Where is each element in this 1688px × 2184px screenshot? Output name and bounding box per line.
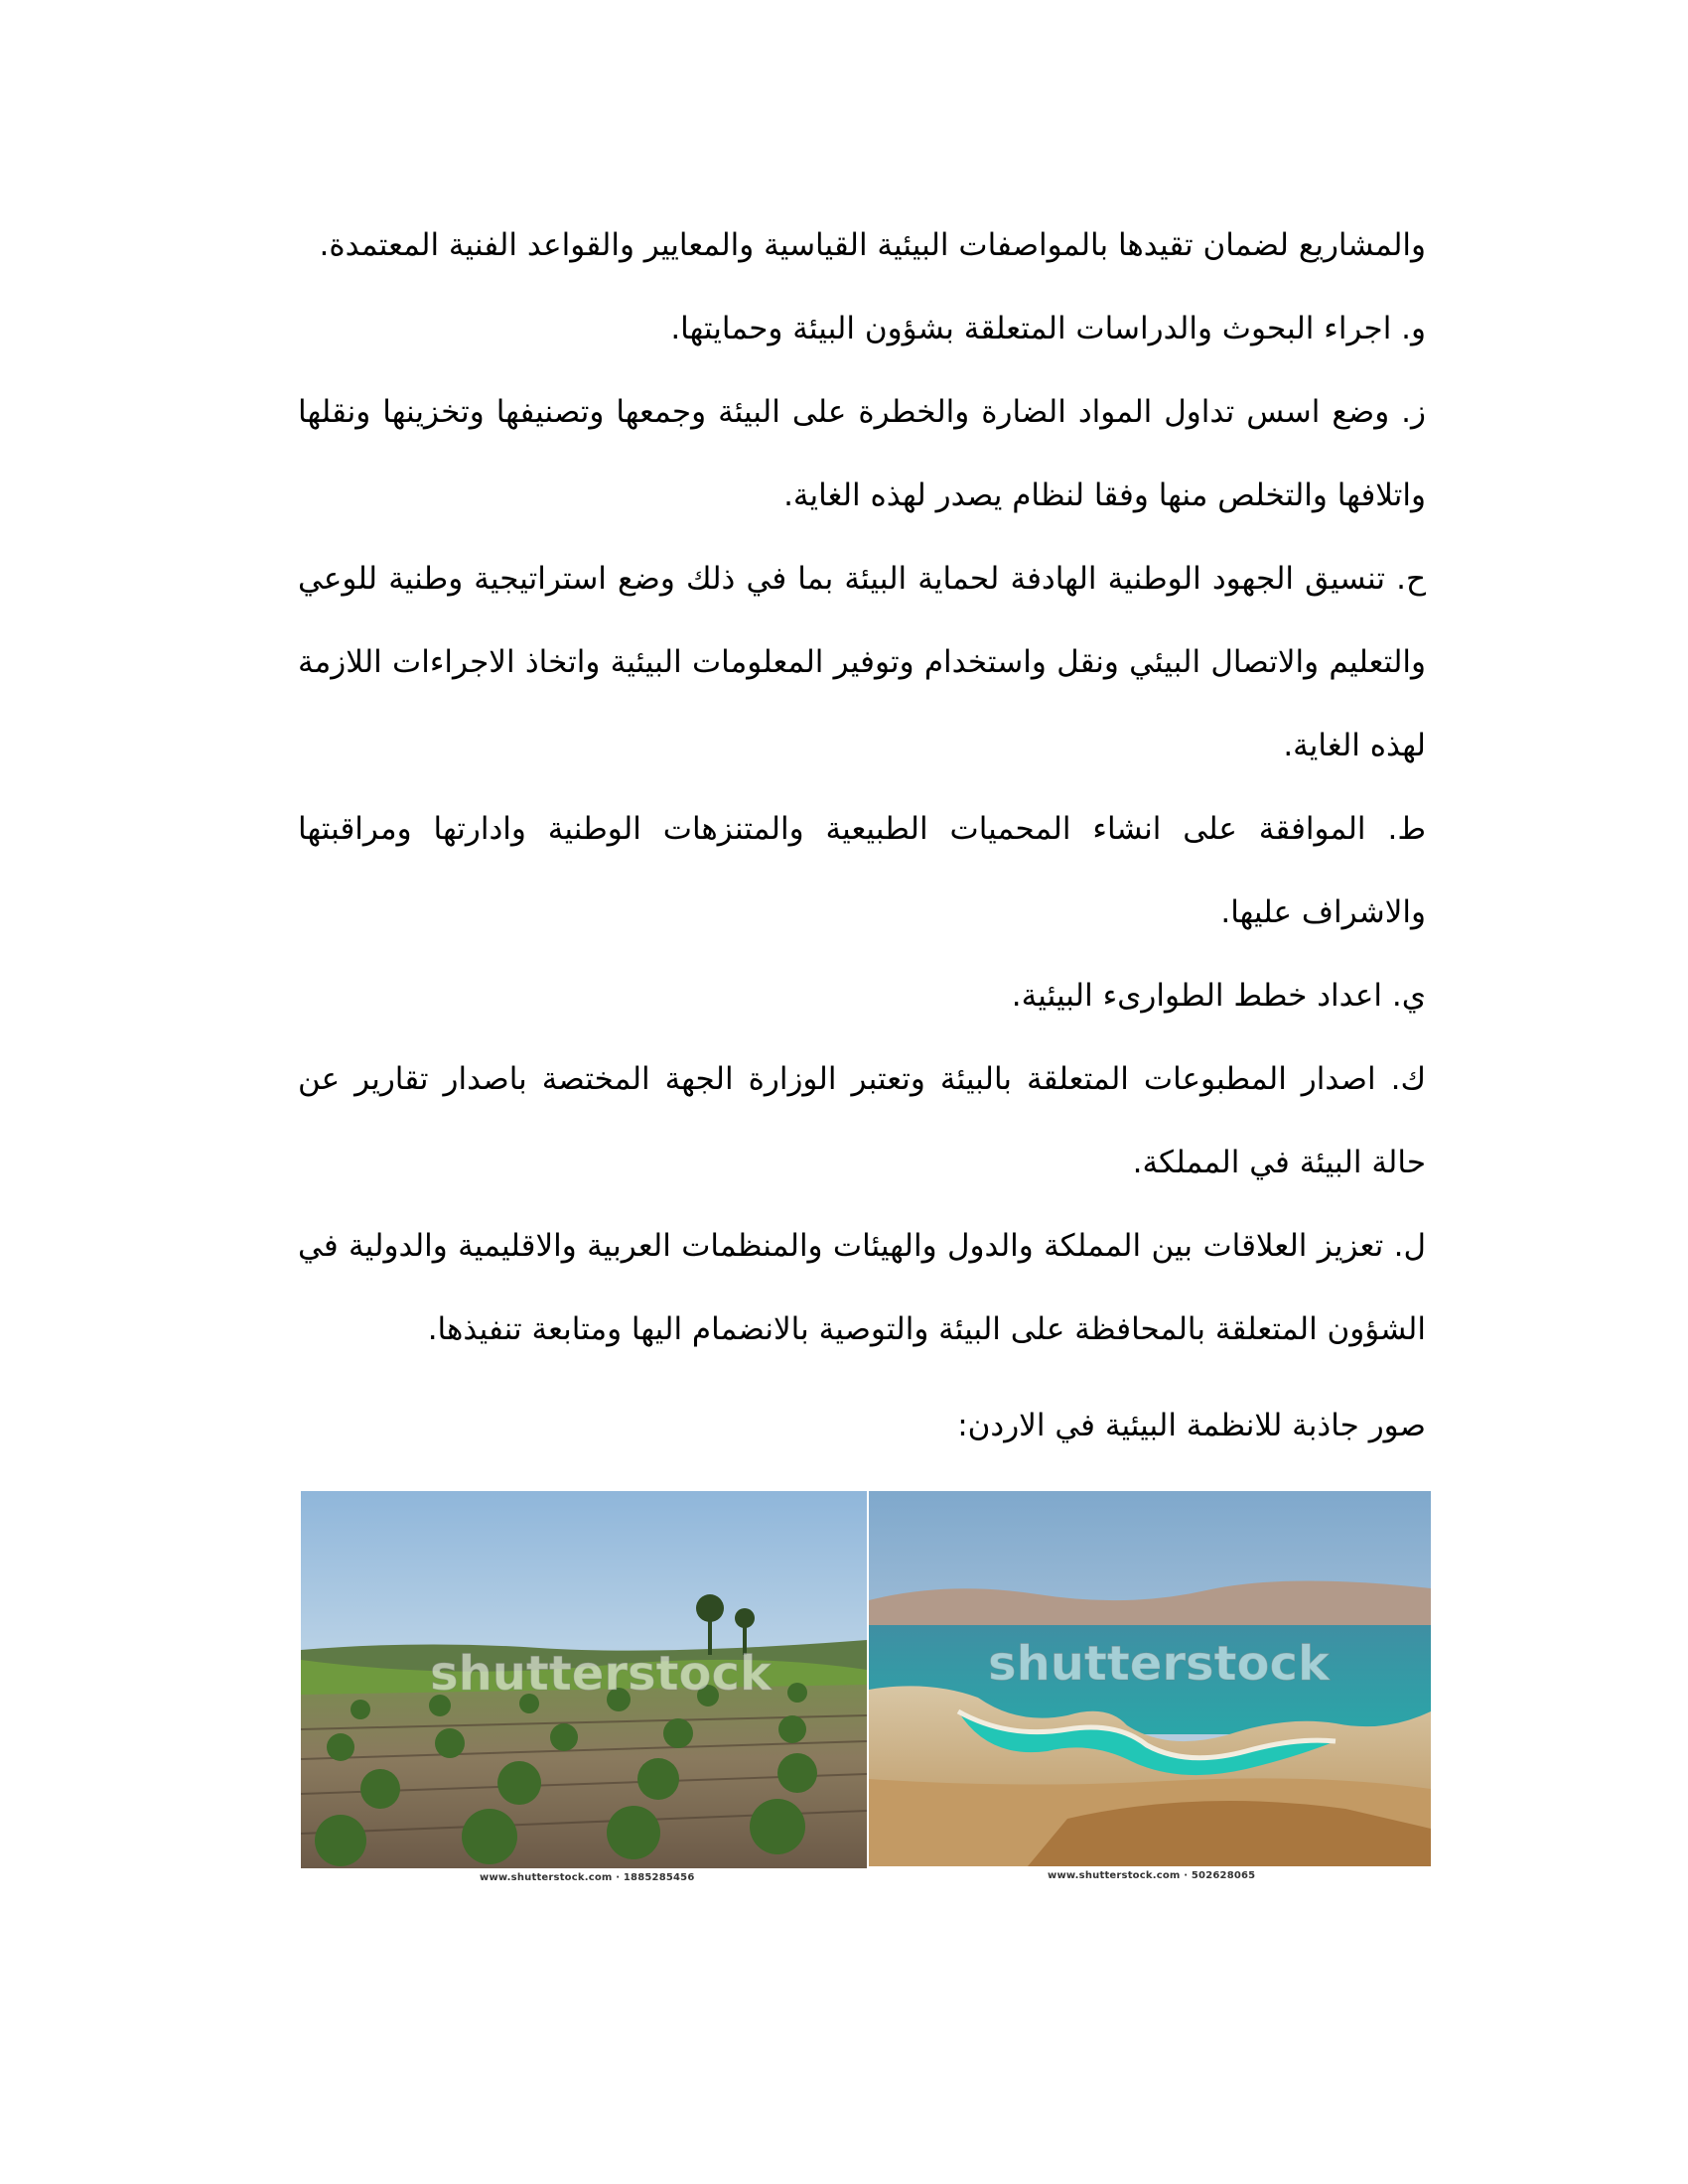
paragraph-standards: والمشاريع لضمان تقيدها بالمواصفات البيئية القياسية والمعايير والقواعد الفنية المعتمدة.: [319, 227, 1426, 263]
photo-caption-right: www.shutterstock.com · 502628065: [1048, 1870, 1256, 1881]
palm-orchard-photo: [301, 1491, 867, 1886]
paragraph-nature-reserves: ط. الموافقة على انشاء المحميات الطبيعية والمتنزهات الوطنية وادارتها ومراقبتها والاشراف عليها.: [298, 811, 1426, 930]
paragraph-national-coordination: ح. تنسيق الجهود الوطنية الهادفة لحماية البيئة بما في ذلك وضع استراتيجية وطنية للوعي والتعليم والاتصال البيئي ونقل واستخدام وتوفير المعلومات البيئية واتخاذ الاجراءات اللازمة لهذه الغاية.: [298, 561, 1426, 763]
photo-caption-left: www.shutterstock.com · 1885285456: [480, 1872, 695, 1883]
images-heading: صور جاذبة للانظمة البيئية في الاردن:: [957, 1408, 1426, 1443]
dead-sea-photo: [869, 1491, 1431, 1886]
paragraph-publications: ك. اصدار المطبوعات المتعلقة بالبيئة وتعتبر الوزارة الجهة المختصة باصدار تقارير عن حالة البيئة في المملكة.: [298, 1061, 1426, 1180]
shutterstock-watermark-left: shutterstock: [430, 1646, 772, 1702]
paragraph-international-relations: ل. تعزيز العلاقات بين المملكة والدول والهيئات والمنظمات العربية والاقليمية والدولية في الشؤون المتعلقة بالمحافظة على البيئة والتوصية بالانضمام اليها ومتابعة تنفيذها.: [298, 1228, 1426, 1347]
paragraph-research: و. اجراء البحوث والدراسات المتعلقة بشؤون البيئة وحمايتها.: [670, 311, 1426, 346]
document-body: [298, 204, 1426, 1371]
photo-strip: [301, 1491, 1431, 1886]
paragraph-emergency-plans: ي. اعداد خطط الطوارىء البيئية.: [1011, 978, 1426, 1014]
shutterstock-watermark-right: shutterstock: [988, 1636, 1330, 1692]
paragraph-hazardous-materials: ز. وضع اسس تداول المواد الضارة والخطرة على البيئة وجمعها وتصنيفها وتخزينها ونقلها واتلافها والتخلص منها وفقا لنظام يصدر لهذه الغاية.: [298, 394, 1426, 513]
